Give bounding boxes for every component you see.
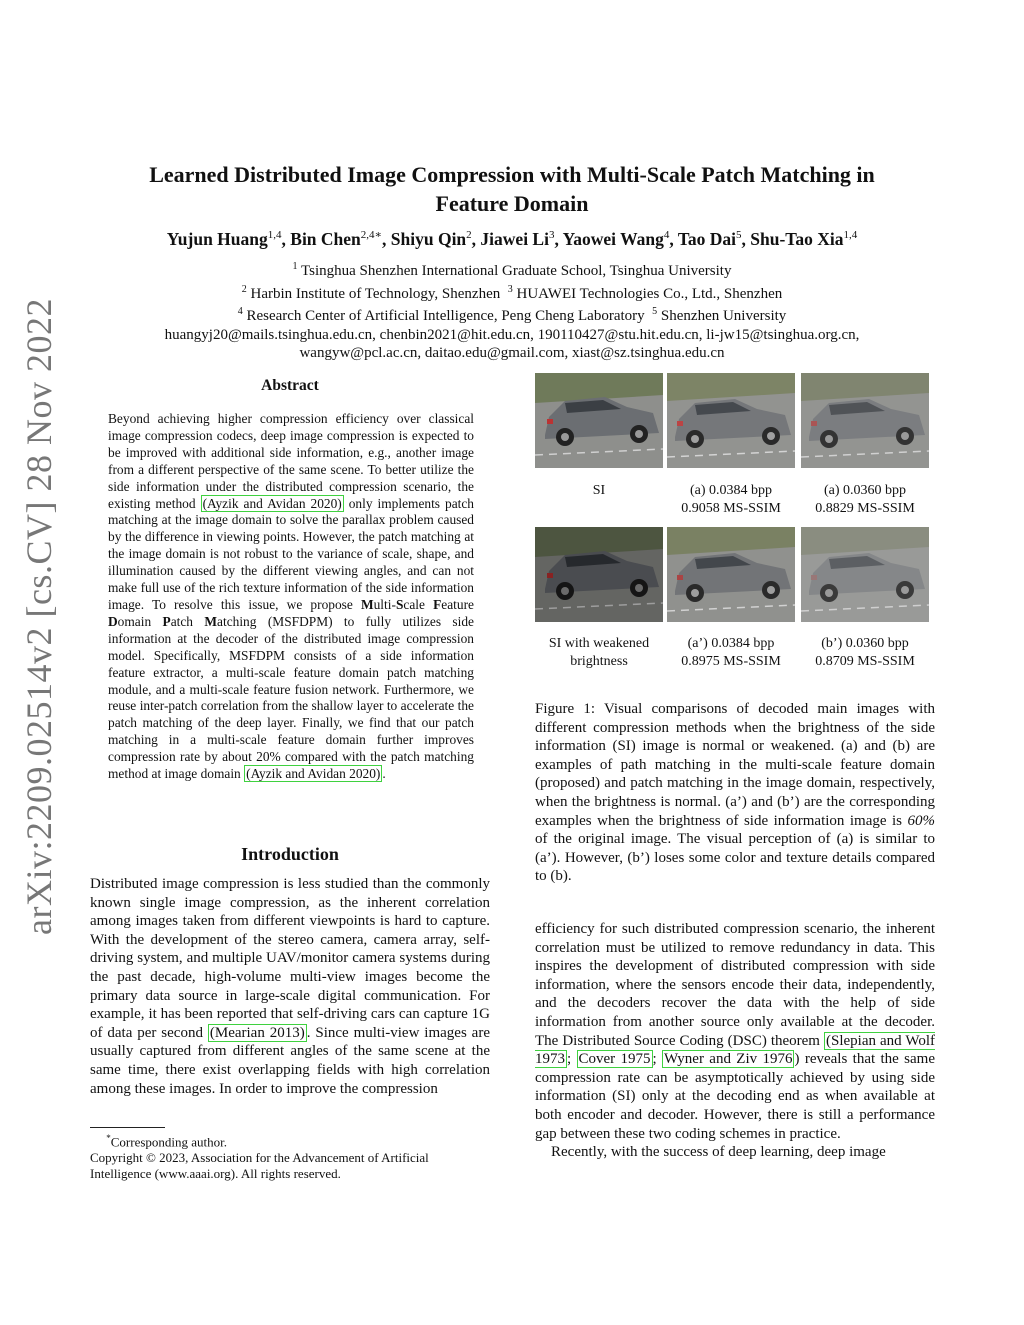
caption-span: of the original image. The visual perception of (a) is similar to (a’). However, (b’) loses some color and texture details compared to (b). <box>535 831 935 885</box>
affiliation-line <box>90 258 934 281</box>
citation-link[interactable]: (Ayzik and Avidan 2020) <box>202 495 342 511</box>
footnote-rule <box>90 1127 165 1128</box>
affil-text: HUAWEI Technologies Co., Ltd., Shenzhen <box>516 285 783 302</box>
abstract-span: only implements patch matching at the image domain to solve the parallax problem caused by the difference in viewing points. However, the patch matching at the image domain is not robust to the variance of scale, shape, and illumination caused by the different viewing angles, and can not make full use of the rich texture information of the side information image. To resolve this issue, we propose <box>108 495 475 612</box>
figure-image-b <box>801 373 929 468</box>
author-list: Yujun Huang$^{1,4}$, Bin Chen$^{2,4∗}$, Shiyu Qin$^2$, Jiawei Li$^3$, Yaowei Wang$^4$, Tao Dai$^5$, Shu-Tao Xia$^{1,4}$ <box>166 228 858 249</box>
figure-label-line: 0.9058 MS-SSIM <box>681 501 781 516</box>
affil-mark: 2 <box>241 283 247 295</box>
figure-label-line: (a) 0.0360 bpp <box>823 483 907 498</box>
author: Yaowei Wang <box>562 228 664 249</box>
abstract-span: (MSFDPM) to fully utilizes side information at the decoder of the distributed image compression model. Specifically, MSFDPM consists of a side information feature extractor, a multi-scale feature domain patch matching module, and a multi-scale feature fusion network. Furthermore, we reuse inter-patch correlation from the shallow layer to accelerate the patch matching of the deep layer. Finally, we find that our patch matching in a multi-scale feature domain further improves compression rate by about 20% compared with the patch matching method at image domain <box>108 613 474 782</box>
car-photo <box>801 373 929 468</box>
abstract-span: eature <box>441 596 474 612</box>
car-photo <box>535 373 663 468</box>
acronym-letter: F <box>433 596 442 612</box>
footnote-corresponding <box>90 1130 490 1150</box>
figure-label-line: SI with weakened <box>548 636 650 651</box>
acronym-letter: M <box>204 613 218 629</box>
author: Yujun Huang <box>166 228 268 249</box>
body-span: ; <box>652 1051 663 1068</box>
figure-label-b <box>795 482 935 518</box>
abstract-span: ulti- <box>373 596 396 612</box>
figure-label-si-weakened <box>529 635 669 671</box>
abstract-span: cale <box>403 596 434 612</box>
affiliation-line <box>90 281 934 304</box>
figure-label-a-prime <box>661 635 801 671</box>
body-paragraph <box>535 920 935 1143</box>
body-span: reveals that the same compression rate can be asymptotically achieved by using side information (SI) only at the decoding end as when available at both encoder and decoder. However, there is still a performance gap between these two coding schemes in practice. <box>535 1051 935 1142</box>
affil-text: Research Center of Artificial Intelligence, Peng Cheng Laboratory <box>246 308 645 324</box>
affil-text: Harbin Institute of Technology, Shenzhen <box>250 285 501 302</box>
figure-label-line: (a’) 0.0384 bpp <box>687 636 775 651</box>
acronym-letter: M <box>360 596 374 612</box>
figure-label-line: SI <box>592 483 606 498</box>
affil-mark: 3 <box>507 283 513 295</box>
email-line: wangyw@pcl.ac.cn, daitao.edu@gmail.com, xiast@sz.tsinghua.edu.cn <box>299 345 725 361</box>
figure-caption <box>535 700 935 886</box>
abstract-span: Beyond achieving higher compression efficiency over classical image compression codecs, deep image compression is expected to be improved with additional side information, e.g., another image from a different perspective of the same scene. To better utilize the side information under the distributed compression scenario, the existing method <box>108 411 474 511</box>
author: Shiyu Qin <box>390 228 467 249</box>
arxiv-stamp: arXiv:2209.02514v2 [cs.CV] 28 Nov 2022 <box>19 298 59 935</box>
section-heading-introduction: Introduction <box>241 844 339 864</box>
body-span: ; <box>567 1051 577 1068</box>
figure-label-line: 0.8709 MS-SSIM <box>815 654 915 669</box>
author-affil: 3 <box>548 229 555 241</box>
figure-label-si <box>529 482 669 500</box>
figure-image-si <box>535 373 663 468</box>
car-photo <box>801 527 929 622</box>
affil-mark: 1 <box>292 261 298 272</box>
affil-text: Shenzhen University <box>660 308 787 324</box>
citation-link[interactable]: Cover 1975 <box>578 1051 651 1068</box>
body-span: . Since multi-view images are usually captured from different angles of the same scene at the same time, there exist overlapping fields with high correlation among these images. In order to improve the compression <box>90 1024 490 1097</box>
figure-image-a <box>667 373 795 468</box>
abstract-span: atch <box>170 613 205 629</box>
citation-link[interactable]: (Slepian and Wolf 1973 <box>535 1032 935 1068</box>
abstract-heading: Abstract <box>261 377 319 394</box>
acronym-letter: D <box>108 613 118 629</box>
car-photo <box>535 527 663 622</box>
affil-mark: 4 <box>237 306 243 317</box>
body-span: Distributed image compression is less studied than the commonly known single image compression, as the inherent correlation among images taken from different viewpoints is hard to capture. With the development of the stereo camera, camera array, self-driving system, and multiple UAV/monitor camera systems during the past decade, high-volume multi-view images become the primary data source in large-scale digital communication. For example, it has been reported that self-driving cars can capture 1G of data per second <box>90 876 490 1041</box>
email-line: huangyj20@mails.tsinghua.edu.cn, chenbin2021@hit.edu.cn, 190110427@stu.hit.edu.cn, li-jw15@tsinghua.org.cn, <box>164 326 860 343</box>
citation-link[interactable]: Wyner and Ziv 1976 <box>664 1051 793 1068</box>
caption-span: Figure 1: Visual comparisons of decoded main images with different compression methods when the brightness of the side information (SI) image is normal or weakened. (a) and (b) are examples of path matching in the multi-scale feature domain (proposed) and patch matching in the image domain, respectively, when the brightness is normal. (a’) and (b’) are the corresponding examples when the brightness of side information image is <box>535 701 935 829</box>
figure-label-line: 0.8829 MS-SSIM <box>815 501 915 516</box>
figure-image-a-prime <box>667 527 795 622</box>
footnote-text: Corresponding author. <box>110 1134 228 1150</box>
affil-mark: 5 <box>652 306 658 317</box>
author: Shu-Tao Xia <box>750 228 844 249</box>
abstract-span: . <box>382 766 386 782</box>
body-span: efficiency for such distributed compression scenario, the inherent correlation must be utilized to remove redundancy in data. This inspires the development of distributed compression with side information, where the sensors encode their data, independently, and the decoders recover the data with the help of side information from another source only available at the decoder. The Distributed Source Coding (DSC) theorem <box>535 921 935 1049</box>
author-affil: 1,4 <box>843 229 858 241</box>
copyright-notice: Copyright © 2023, Association for the Advancement of Artificial Intelligence (www.aaai.org). All rights reserved. <box>90 1150 429 1182</box>
figure-label-line: (a) 0.0384 bpp <box>689 483 773 498</box>
car-photo <box>667 527 795 622</box>
figure-label-a <box>661 482 801 518</box>
title-line-1: Learned Distributed Image Compression with Multi-Scale Patch Matching in <box>149 162 875 187</box>
car-photo <box>667 373 795 468</box>
author-affil: 1,4 <box>267 229 282 241</box>
author-affil: 5 <box>736 229 742 241</box>
acronym-letter: P <box>162 613 171 629</box>
citation-link[interactable]: (Mearian 2013) <box>209 1024 305 1041</box>
caption-span: 60% <box>907 812 935 829</box>
figure-image-si-weakened <box>535 527 663 622</box>
figure-label-line: 0.8975 MS-SSIM <box>681 654 781 669</box>
citation-link[interactable]: (Ayzik and Avidan 2020) <box>246 766 381 782</box>
author: Jiawei Li <box>480 228 549 249</box>
title-line-2: Feature Domain <box>435 191 589 216</box>
abstract-span: atching <box>217 613 257 629</box>
author-affil: 2,4∗ <box>360 229 383 241</box>
figure-label-line: brightness <box>570 654 628 669</box>
body-span: ) <box>794 1051 800 1068</box>
author: Bin Chen <box>290 228 361 249</box>
footnote-mark: * <box>106 1133 111 1143</box>
figure-image-b-prime <box>801 527 929 622</box>
paper-title <box>90 160 934 218</box>
intro-paragraph <box>90 875 490 1098</box>
affil-text: Tsinghua Shenzhen International Graduate School, Tsinghua University <box>301 263 732 279</box>
abstract-span: omain <box>117 613 163 629</box>
author-affil: 2 <box>466 229 472 241</box>
figure-label-b-prime <box>795 635 935 671</box>
acronym-letter: S <box>395 596 404 612</box>
author: Tao Dai <box>677 228 737 249</box>
figure-label-line: (b’) 0.0360 bpp <box>821 636 909 651</box>
abstract-text <box>108 411 474 783</box>
right-column-body <box>535 920 935 1162</box>
footnote <box>90 1130 490 1182</box>
author-affil: 4 <box>663 229 670 241</box>
affiliation-line <box>90 303 934 326</box>
body-paragraph: Recently, with the success of deep learning, deep image <box>551 1144 886 1161</box>
affiliations <box>90 258 934 363</box>
